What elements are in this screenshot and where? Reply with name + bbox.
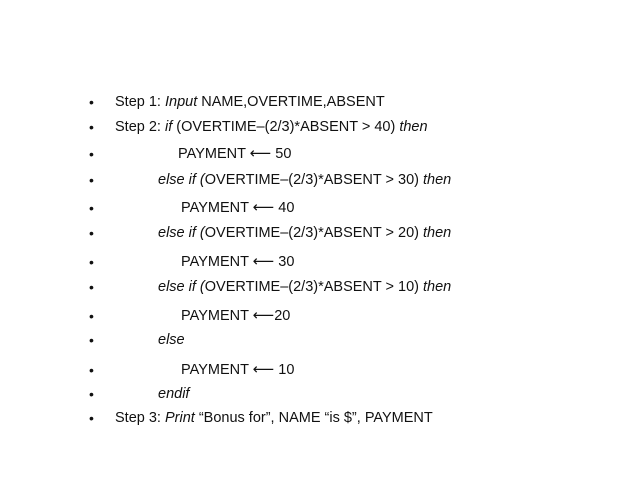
line-text	[158, 170, 451, 190]
bullet: •	[89, 172, 94, 188]
text-segment: 40	[274, 200, 295, 216]
line-text	[181, 306, 290, 326]
keyword-then: then	[423, 279, 452, 295]
bullet: •	[89, 146, 94, 162]
line-text	[158, 223, 451, 243]
bullet: •	[89, 362, 94, 378]
text-segment: OVERTIME–(2/3)*ABSENT > 30)	[204, 172, 424, 188]
bullet: •	[89, 308, 94, 324]
bullet: •	[89, 200, 94, 216]
keyword-else-if: else if (	[158, 172, 205, 188]
bullet: •	[89, 279, 94, 295]
line-text	[115, 408, 433, 428]
line-text	[115, 117, 428, 137]
line-text	[158, 384, 189, 404]
text-segment: PAYMENT	[181, 308, 253, 324]
left-arrow-icon: ⟵	[252, 199, 275, 216]
line-text	[178, 144, 291, 164]
keyword-else-if: else if (	[158, 279, 205, 295]
bullet: •	[89, 410, 94, 426]
text-segment: OVERTIME–(2/3)*ABSENT > 20)	[204, 225, 424, 241]
line-text	[181, 360, 294, 380]
text-segment: “Bonus for”, NAME “is $”, PAYMENT	[194, 410, 433, 426]
left-arrow-icon: ⟵	[252, 307, 275, 324]
text-segment: PAYMENT	[181, 362, 253, 378]
bullet: •	[89, 119, 94, 135]
text-segment: (OVERTIME–(2/3)*ABSENT > 40)	[172, 119, 400, 135]
line-text	[158, 277, 451, 297]
line-text	[181, 252, 294, 272]
bullet: •	[89, 386, 94, 402]
text-segment: Step 3:	[115, 410, 165, 426]
bullet: •	[89, 94, 94, 110]
keyword-then: then	[399, 119, 428, 135]
left-arrow-icon: ⟵	[249, 145, 272, 162]
text-segment: 20	[274, 308, 291, 324]
text-segment: PAYMENT	[181, 254, 253, 270]
line-text	[158, 330, 185, 350]
bullet: •	[89, 254, 94, 270]
keyword-print: Print	[164, 410, 195, 426]
keyword-else: else	[158, 332, 185, 348]
bullet: •	[89, 332, 94, 348]
text-segment: PAYMENT	[178, 146, 250, 162]
keyword-input: Input	[164, 94, 198, 110]
keyword-then: then	[423, 172, 452, 188]
text-segment: 30	[274, 254, 295, 270]
left-arrow-icon: ⟵	[252, 361, 275, 378]
line-text	[115, 92, 385, 112]
line-text	[181, 198, 294, 218]
keyword-if: if	[164, 119, 173, 135]
text-segment: 10	[274, 362, 295, 378]
left-arrow-icon: ⟵	[252, 253, 275, 270]
bullet: •	[89, 225, 94, 241]
keyword-else-if: else if (	[158, 225, 205, 241]
text-segment: PAYMENT	[181, 200, 253, 216]
text-segment: Step 2:	[115, 119, 165, 135]
text-segment: OVERTIME–(2/3)*ABSENT > 10)	[204, 279, 424, 295]
text-segment: Step 1:	[115, 94, 165, 110]
text-segment: 50	[271, 146, 292, 162]
keyword-endif: endif	[158, 386, 190, 402]
text-segment: NAME,OVERTIME,ABSENT	[197, 94, 385, 110]
keyword-then: then	[423, 225, 452, 241]
